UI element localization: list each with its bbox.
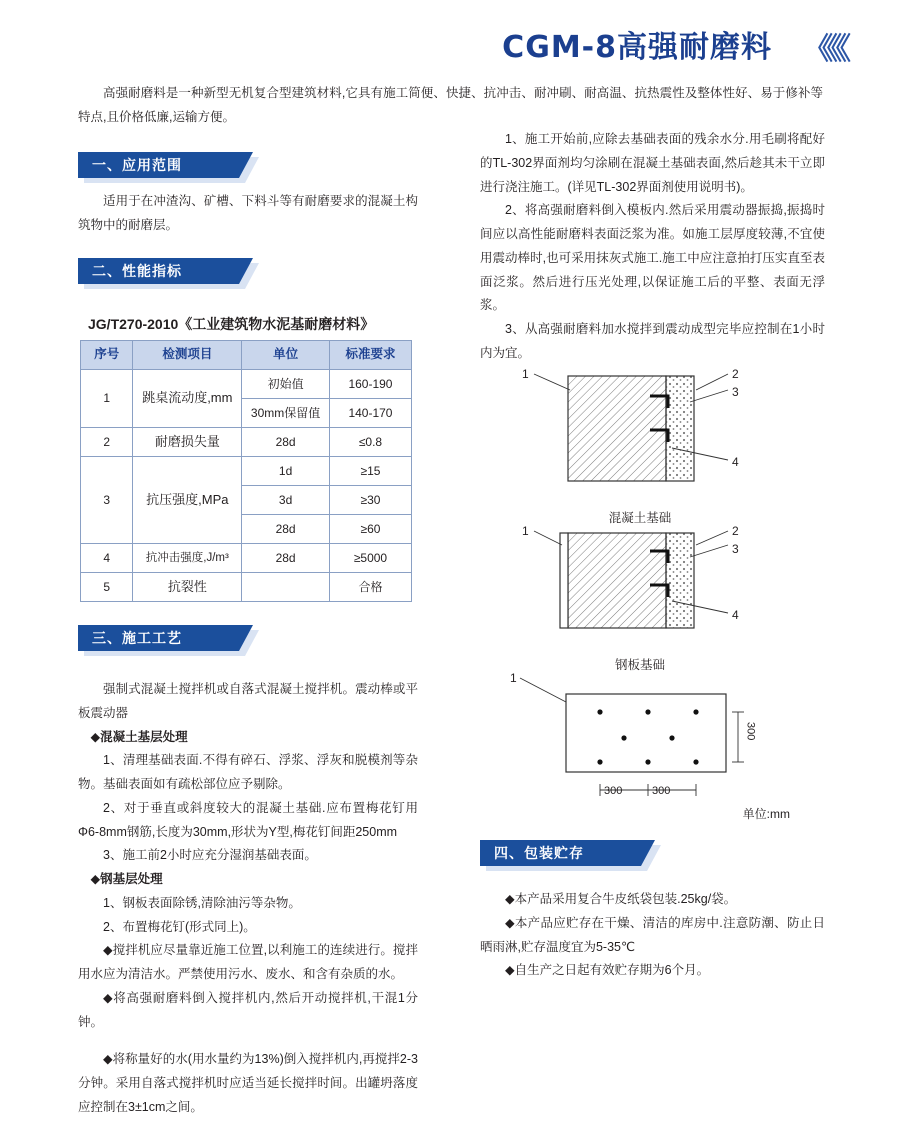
cell-no: 5 — [81, 573, 133, 602]
intro-paragraph: 高强耐磨料是一种新型无机复合型建筑材料,它具有施工简便、快捷、抗冲击、耐冲刷、耐高温、抗热震性及整体性好、易于修补等特点,且价格低廉,运输方便。 — [78, 86, 823, 124]
standard-title: JG/T270-2010《工业建筑物水泥基耐磨材料》 — [88, 316, 375, 332]
figure-anchor-plan — [500, 672, 820, 820]
section-banner-packaging — [480, 840, 655, 866]
figure2-label-2: 2 — [732, 524, 739, 538]
figure-label-2: 2 — [732, 367, 739, 381]
cell-item: 跳桌流动度,mm — [133, 370, 242, 428]
process-p2: 2、对于垂直或斜度较大的混凝土基础.应布置梅花钉用Φ6-8mm钢筋,长度为30mm,形状为Y型,梅花钉间距250mm — [78, 800, 418, 839]
process-p5: 2、布置梅花钉(形式同上)。 — [103, 919, 256, 934]
cell-unit: 初始值 — [242, 370, 330, 399]
figure-concrete-base-drawing — [500, 368, 820, 498]
figure3-unit-note: 单位:mm — [742, 807, 790, 821]
table-row — [81, 573, 412, 602]
cell-item: 抗裂性 — [133, 573, 242, 602]
spec-table — [80, 340, 412, 602]
section-banner-scope — [78, 152, 253, 178]
figure3-dim-a: 300 — [604, 785, 623, 797]
process-p4: 1、钢板表面除锈,清除油污等杂物。 — [103, 895, 301, 910]
cell-unit: 1d — [242, 457, 330, 486]
cell-unit: 3d — [242, 486, 330, 515]
section-title-process: 三、施工工艺 — [92, 630, 182, 646]
figure3-dim-vertical: 300 — [744, 722, 757, 741]
cell-no: 2 — [81, 428, 133, 457]
process-h2: ◆钢基层处理 — [90, 872, 163, 886]
cell-unit: 30mm保留值 — [242, 399, 330, 428]
cell-unit — [242, 573, 330, 602]
section-title-performance: 二、性能指标 — [92, 263, 182, 279]
section-banner-process — [78, 625, 253, 651]
figure2-label-1: 1 — [522, 524, 529, 538]
cell-req: ≤0.8 — [329, 428, 411, 457]
process-p0: 强制式混凝土搅拌机或自落式混凝土搅拌机。震动棒或平板震动器 — [78, 682, 418, 720]
cell-item: 抗冲击强度,J/m³ — [133, 544, 242, 573]
section-title-scope: 一、应用范围 — [92, 157, 182, 173]
figure-label-1: 1 — [522, 367, 529, 381]
cell-unit: 28d — [242, 515, 330, 544]
figure2-label-4: 4 — [732, 608, 739, 622]
process-p3: 3、施工前2小时应充分湿润基础表面。 — [103, 848, 317, 863]
packaging-b2: ◆本产品应贮存在干燥、清洁的库房中.注意防潮、防止日晒雨淋,贮存温度宜为5-35℃ — [480, 915, 825, 954]
process-p6: ◆搅拌机应尽量靠近施工位置,以利施工的连续进行。搅拌用水应为清洁水。严禁使用污水、废水、和含有杂质的水。 — [78, 943, 418, 981]
cell-no: 4 — [81, 544, 133, 573]
cell-req: ≥5000 — [329, 544, 411, 573]
scope-paragraph: 适用于在冲渣沟、矿槽、下料斗等有耐磨要求的混凝土构筑物中的耐磨层。 — [78, 194, 418, 232]
packaging-b3: ◆自生产之日起有效贮存期为6个月。 — [505, 963, 710, 978]
col-header-req: 标准要求 — [329, 341, 411, 370]
chevron-left-icon: 《《《 — [803, 33, 845, 66]
packaging-b1: ◆本产品采用复合牛皮纸袋包装.25kg/袋。 — [505, 892, 737, 906]
figure-steel-base — [500, 525, 820, 677]
table-row — [81, 428, 412, 457]
cell-unit: 28d — [242, 544, 330, 573]
page-header — [0, 22, 900, 70]
cell-req: 160-190 — [329, 370, 411, 399]
cell-unit: 28d — [242, 428, 330, 457]
col-header-no: 序号 — [81, 341, 133, 370]
figure2-label-3: 3 — [732, 542, 739, 556]
figure-label-4: 4 — [732, 455, 739, 469]
page-title: CGM-8高强耐磨料 — [502, 30, 772, 65]
cell-item: 耐磨损失量 — [133, 428, 242, 457]
cell-req: ≥30 — [329, 486, 411, 515]
cell-item: 抗压强度,MPa — [133, 457, 242, 544]
col-header-item: 检测项目 — [133, 341, 242, 370]
right-step-1: 1、施工开始前,应除去基础表面的残余水分.用毛刷将配好的TL-302界面剂均匀涂刷在混凝土基础表面,然后趁其未干立即进行浇注施工。(详见TL-302界面剂使用说明书)。 — [480, 132, 825, 194]
process-p7: ◆将高强耐磨料倒入搅拌机内,然后开动搅拌机,干混1分钟。 — [78, 990, 418, 1029]
figure3-dim-b: 300 — [652, 785, 671, 797]
process-p8: ◆将称量好的水(用水量约为13%)倒入搅拌机内,再搅拌2-3分钟。采用自落式搅拌机时应适当延长搅拌时间。出罐坍落度应控制在3±1cm之间。 — [78, 1052, 418, 1114]
table-row — [81, 370, 412, 399]
col-header-unit: 单位 — [242, 341, 330, 370]
cell-req: 140-170 — [329, 399, 411, 428]
process-p1: 1、清理基础表面.不得有碎石、浮浆、浮灰和脱模剂等杂物。基础表面如有疏松部位应予剔除。 — [78, 753, 418, 791]
table-header-row — [81, 341, 412, 370]
right-step-3: 3、从高强耐磨料加水搅拌到震动成型完毕应控制在1小时内为宜。 — [480, 322, 825, 360]
section-banner-performance — [78, 258, 253, 284]
cell-req: 合格 — [329, 573, 411, 602]
right-step-2: 2、将高强耐磨料倒入模板内.然后采用震动器振捣,振捣时间应以高性能耐磨料表面泛浆为准。如施工层厚度较薄,不宜使用震动棒时,也可采用抹灰式施工.施工中应注意拍打压实直至表面泛浆。然后进行压光处理,以保证施工后的平整、表面无浮浆。 — [480, 203, 825, 313]
figure-caption-steel: 钢板基础 — [614, 657, 665, 672]
figure3-label-1: 1 — [510, 671, 517, 685]
cell-req: ≥15 — [329, 457, 411, 486]
process-h1: ◆混凝土基层处理 — [90, 729, 188, 744]
cell-no: 1 — [81, 370, 133, 428]
cell-no: 3 — [81, 457, 133, 544]
figure-label-3: 3 — [732, 385, 739, 399]
table-row — [81, 457, 412, 486]
cell-req: ≥60 — [329, 515, 411, 544]
table-row — [81, 544, 412, 573]
figure-steel-base-drawing — [500, 525, 820, 645]
section-title-packaging: 四、包装贮存 — [494, 845, 584, 861]
figure-concrete-base — [500, 368, 820, 530]
figure-caption-concrete: 混凝土基础 — [608, 510, 672, 525]
